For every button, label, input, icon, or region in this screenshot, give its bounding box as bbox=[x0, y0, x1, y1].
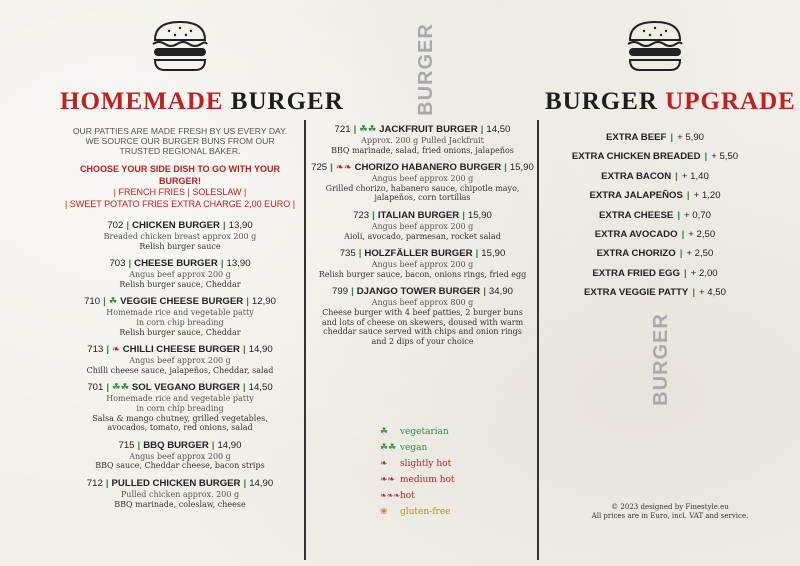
item-price: 12,90 bbox=[251, 296, 276, 308]
legend-row bbox=[380, 504, 455, 520]
menu-item: 712 | PULLED CHICKEN BURGER | 14,90 Pulled chicken approx. 200 g BBQ marinade, coleslaw, cheese bbox=[60, 478, 300, 509]
item-desc: Relish burger sauce, Cheddar bbox=[119, 279, 241, 289]
menu-item: 725 | ❧❧ CHORIZO HABANERO BURGER | 15,90 Angus beef approx 200 g Grilled chorizo, habanero sauce, chipotle mayo, jalapeños, corn tortillas bbox=[311, 162, 534, 203]
column-divider bbox=[537, 120, 539, 560]
menu-item: 735 | HOLZFÄLLER BURGER | 15,90 Angus beef approx 200 g Relish burger sauce, bacon, onions rings, fried egg bbox=[310, 248, 535, 279]
burger-upgrade-column bbox=[545, 0, 796, 566]
item-number: 721 bbox=[334, 124, 351, 135]
item-price: 14,90 bbox=[217, 439, 242, 451]
legend-label: gluten-free bbox=[400, 507, 451, 517]
item-number: 713 bbox=[87, 344, 104, 356]
item-name: ITALIAN BURGER bbox=[377, 209, 460, 221]
upgrade-row: EXTRA CHEESE | + 0,70 bbox=[599, 209, 711, 221]
item-desc: and 2 dips of your choice bbox=[371, 336, 474, 346]
upgrade-price: + 1,20 bbox=[693, 190, 721, 202]
menu-item: 715 | BBQ BURGER | 14,90 Angus beef approx 200 g BBQ sauce, Cheddar cheese, bacon strips bbox=[60, 440, 300, 471]
upgrade-price: + 4,50 bbox=[699, 287, 726, 299]
chili-icon: ❧ bbox=[112, 344, 121, 356]
leaf-icon: ☘ bbox=[108, 296, 118, 308]
legend-row bbox=[380, 488, 455, 504]
legend-row bbox=[380, 424, 455, 440]
menu-item: 703 | CHEESE BURGER | 13,90 Angus beef approx 200 g Relish burger sauce, Cheddar bbox=[60, 258, 300, 289]
legend-row bbox=[380, 440, 455, 456]
item-desc: Breaded chicken breast approx 200 g bbox=[103, 232, 257, 241]
item-price: 34,90 bbox=[488, 286, 513, 298]
upgrade-row: EXTRA AVOCADO | + 2,50 bbox=[594, 229, 716, 241]
upgrade-row: EXTRA FRIED EGG | + 2,00 bbox=[592, 267, 718, 279]
column-divider bbox=[304, 120, 306, 560]
side-dish-extra: | SWEET POTATO FRIES EXTRA CHARGE 2,00 EURO | bbox=[64, 198, 296, 209]
upgrade-name: EXTRA VEGGIE PATTY bbox=[584, 287, 689, 299]
item-number: 703 bbox=[109, 258, 126, 270]
upgrade-price: + 2,50 bbox=[688, 229, 716, 241]
menu-item: 702 | CHICKEN BURGER | 13,90 Breaded chicken breast approx 200 g Relish burger sauce bbox=[60, 220, 300, 251]
item-desc: Grilled chorizo, habanero sauce, chipotle mayo, bbox=[325, 183, 520, 193]
item-desc: jalapeños, corn tortillas bbox=[374, 193, 471, 203]
item-name: DJANGO TOWER BURGER bbox=[356, 286, 481, 298]
intro-text: OUR PATTIES ARE MADE FRESH BY US EVERY DAY. WE SOURCE OUR BURGER BUNS FROM OUR TRUSTED REGIONAL BAKER. bbox=[72, 126, 288, 156]
item-price: 15,90 bbox=[481, 248, 506, 260]
legend-label: slightly hot bbox=[400, 459, 452, 469]
legend-row bbox=[380, 472, 455, 488]
item-name: CHORIZO HABANERO BURGER bbox=[354, 162, 502, 174]
upgrade-row: EXTRA BEEF | + 5,90 bbox=[605, 132, 705, 143]
side-dish-options: | FRENCH FRIES | SOLESLAW | bbox=[113, 187, 247, 197]
upgrade-name: EXTRA BACON bbox=[601, 170, 672, 182]
item-desc: Pulled chicken approx. 200 g bbox=[120, 489, 240, 499]
upgrade-price: + 2,50 bbox=[686, 248, 714, 260]
item-desc: BBQ sauce, Cheddar cheese, bacon strips bbox=[95, 461, 265, 471]
menu-item: 701 | ☘☘ SOL VEGANO BURGER | 14,50 Homemade rice and vegetable patty in corn chip breading Salsa & mango chutney, grilled vegetables, avocados, tomato, red onions, salad bbox=[60, 382, 300, 432]
leaf-icon: ☘ bbox=[380, 427, 389, 437]
menu-item: 721 | ☘☘ JACKFRUIT BURGER | 14,50 Approx. 200 g Pulled Jackfruit BBQ marinade, salad, fried onions, jalapeños bbox=[310, 124, 535, 155]
footer-credit: © 2023 designed by Finestyle.eu bbox=[611, 503, 729, 511]
upgrade-price: + 5,50 bbox=[711, 151, 739, 163]
item-desc: in corn chip breading bbox=[136, 317, 224, 327]
upgrade-row: EXTRA CHICKEN BREADED | + 5,50 bbox=[571, 151, 739, 163]
upgrade-name: EXTRA BEEF bbox=[605, 132, 667, 143]
item-desc: Angus beef approx 200 g bbox=[371, 221, 474, 231]
upgrade-name: EXTRA CHEESE bbox=[599, 209, 674, 221]
footer-price-note: All prices are in Euro, incl. VAT and service. bbox=[591, 512, 749, 520]
middle-vertical-label: BURGER bbox=[414, 23, 437, 116]
item-desc: Angus beef approx 200 g bbox=[129, 451, 231, 461]
upgrade-price: + 0,70 bbox=[684, 209, 711, 221]
item-desc: Cheese burger with 4 beef patties, 2 burger buns bbox=[322, 307, 523, 317]
right-title bbox=[545, 88, 796, 116]
item-name: HOLZFÄLLER BURGER bbox=[364, 248, 473, 260]
item-price: 14,50 bbox=[248, 382, 273, 394]
left-title-part2: BURGER bbox=[230, 88, 344, 115]
item-number: 702 bbox=[107, 220, 124, 231]
burger-icon bbox=[149, 18, 211, 74]
upgrade-row: EXTRA BACON | + 1,40 bbox=[601, 170, 709, 182]
upgrade-name: EXTRA AVOCADO bbox=[594, 229, 678, 241]
double-leaf-icon: ☘☘ bbox=[380, 443, 397, 453]
item-number: 735 bbox=[339, 248, 356, 260]
menu-item: 713 | ❧ CHILLI CHEESE BURGER | 14,90 Angus beef approx 200 g Chilli cheese sauce, jalapeños, Cheddar, salad bbox=[60, 344, 300, 375]
upgrade-row: EXTRA VEGGIE PATTY | + 4,50 bbox=[584, 287, 726, 299]
legend-label: vegetarian bbox=[400, 427, 449, 437]
upgrade-list bbox=[545, 128, 765, 303]
side-dish-info bbox=[60, 164, 300, 210]
item-desc: avocados, tomato, red onions, salad bbox=[107, 423, 253, 433]
menu-item: 799 | DJANGO TOWER BURGER | 34,90 Angus beef approx 800 g Cheese burger with 4 beef patties, 2 burger buns and lots of cheese on skewers, doused with warm cheddar sauce served with chips and onion rings and 2 dips of your choice bbox=[310, 286, 535, 346]
upgrade-row: EXTRA JALAPEÑOS | + 1,20 bbox=[589, 190, 721, 202]
item-desc: Aioli, avocado, parmesan, rocket salad bbox=[344, 231, 501, 241]
item-desc: in corn chip breading bbox=[136, 403, 224, 413]
upgrade-name: EXTRA CHORIZO bbox=[596, 248, 676, 260]
upgrade-price: + 2,00 bbox=[690, 267, 718, 279]
item-desc: and lots of cheese on skewers, doused with warm bbox=[321, 317, 524, 327]
double-leaf-icon: ☘☘ bbox=[112, 382, 130, 394]
item-price: 14,50 bbox=[486, 124, 511, 135]
upgrade-price: + 1,40 bbox=[681, 170, 709, 182]
upgrade-name: EXTRA CHICKEN BREADED bbox=[571, 151, 701, 163]
left-title bbox=[60, 88, 344, 116]
item-name: VEGGIE CHEESE BURGER bbox=[120, 296, 244, 308]
legend-row bbox=[380, 456, 455, 472]
item-desc: Relish burger sauce, bacon, onions rings, fried egg bbox=[318, 269, 527, 279]
item-price: 13,90 bbox=[226, 258, 251, 270]
wheat-icon: ❀ bbox=[380, 507, 388, 517]
item-desc: Angus beef approx 200 g bbox=[129, 270, 231, 280]
legend-label: hot bbox=[400, 491, 415, 501]
right-vertical-label: BURGER bbox=[649, 313, 672, 406]
item-desc: Homemade rice and vegetable patty bbox=[106, 394, 254, 404]
double-chili-icon: ❧❧ bbox=[380, 475, 396, 485]
menu-item: 723 | ITALIAN BURGER | 15,90 Angus beef approx 200 g Aioli, avocado, parmesan, rocket salad bbox=[310, 210, 535, 241]
right-title-part1: BURGER bbox=[545, 88, 658, 115]
item-name: BBQ BURGER bbox=[143, 439, 209, 451]
item-name: PULLED CHICKEN BURGER bbox=[111, 477, 241, 489]
legend-label: medium hot bbox=[400, 475, 455, 485]
item-number: 799 bbox=[332, 286, 349, 298]
left-title-part1: HOMEMADE bbox=[60, 88, 224, 115]
item-number: 710 bbox=[84, 296, 101, 308]
burger-icon bbox=[624, 18, 686, 74]
item-desc: Angus beef approx 200 g bbox=[129, 356, 231, 366]
item-name: JACKFRUIT BURGER bbox=[379, 124, 478, 135]
item-desc: Salsa & mango chutney, grilled vegetables, bbox=[92, 413, 268, 423]
item-price: 15,90 bbox=[509, 162, 534, 174]
item-desc: Chilli cheese sauce, jalapeños, Cheddar, salad bbox=[86, 365, 274, 375]
item-desc: BBQ marinade, coleslaw, cheese bbox=[114, 499, 246, 509]
item-desc: cheddar sauce served with chips and onion rings bbox=[323, 327, 522, 337]
item-number: 715 bbox=[118, 439, 135, 451]
double-leaf-icon: ☘☘ bbox=[359, 124, 377, 135]
left-menu-list bbox=[60, 220, 300, 509]
item-name: CHILLI CHEESE BURGER bbox=[122, 344, 240, 356]
legend bbox=[380, 424, 455, 520]
item-price: 15,90 bbox=[467, 209, 492, 221]
item-number: 725 bbox=[311, 162, 328, 174]
upgrade-row: EXTRA CHORIZO | + 2,50 bbox=[596, 248, 714, 260]
item-number: 712 bbox=[86, 477, 103, 489]
legend-label: vegan bbox=[400, 443, 428, 453]
item-name: SOL VEGANO BURGER bbox=[131, 382, 240, 394]
upgrade-price: + 5,90 bbox=[677, 132, 705, 143]
item-number: 723 bbox=[353, 209, 370, 221]
item-name: CHEESE BURGER bbox=[134, 258, 218, 270]
item-price: 14,90 bbox=[248, 344, 273, 356]
item-name: CHICKEN BURGER bbox=[132, 220, 220, 231]
item-desc: Approx. 200 g Pulled Jackfruit bbox=[361, 136, 484, 145]
footer bbox=[560, 503, 780, 521]
right-title-part2: UPGRADE bbox=[665, 88, 796, 115]
triple-chili-icon: ❧❧❧ bbox=[380, 491, 401, 500]
side-dish-heading: CHOOSE YOUR SIDE DISH TO GO WITH YOUR BURGER! bbox=[79, 164, 281, 186]
menu-item: 710 | ☘ VEGGIE CHEESE BURGER | 12,90 Homemade rice and vegetable patty in corn chip breading Relish burger sauce, Cheddar bbox=[60, 296, 300, 337]
item-desc: Angus beef approx 200 g bbox=[371, 174, 474, 184]
middle-menu-list bbox=[310, 124, 535, 346]
item-desc: Relish burger sauce, Cheddar bbox=[119, 327, 241, 337]
item-desc: Angus beef approx 800 g bbox=[371, 298, 474, 308]
chili-icon: ❧ bbox=[380, 459, 388, 469]
upgrade-name: EXTRA FRIED EGG bbox=[592, 267, 680, 279]
item-desc: Homemade rice and vegetable patty bbox=[106, 308, 254, 318]
item-price: 13,90 bbox=[228, 220, 253, 231]
item-desc: Angus beef approx 200 g bbox=[371, 260, 474, 270]
item-desc: Relish burger sauce bbox=[139, 241, 221, 251]
item-desc: BBQ marinade, salad, fried onions, jalapeños bbox=[331, 145, 514, 155]
item-price: 14,90 bbox=[249, 477, 274, 489]
upgrade-name: EXTRA JALAPEÑOS bbox=[589, 190, 683, 202]
double-chili-icon: ❧❧ bbox=[335, 162, 352, 174]
item-number: 701 bbox=[87, 382, 104, 394]
